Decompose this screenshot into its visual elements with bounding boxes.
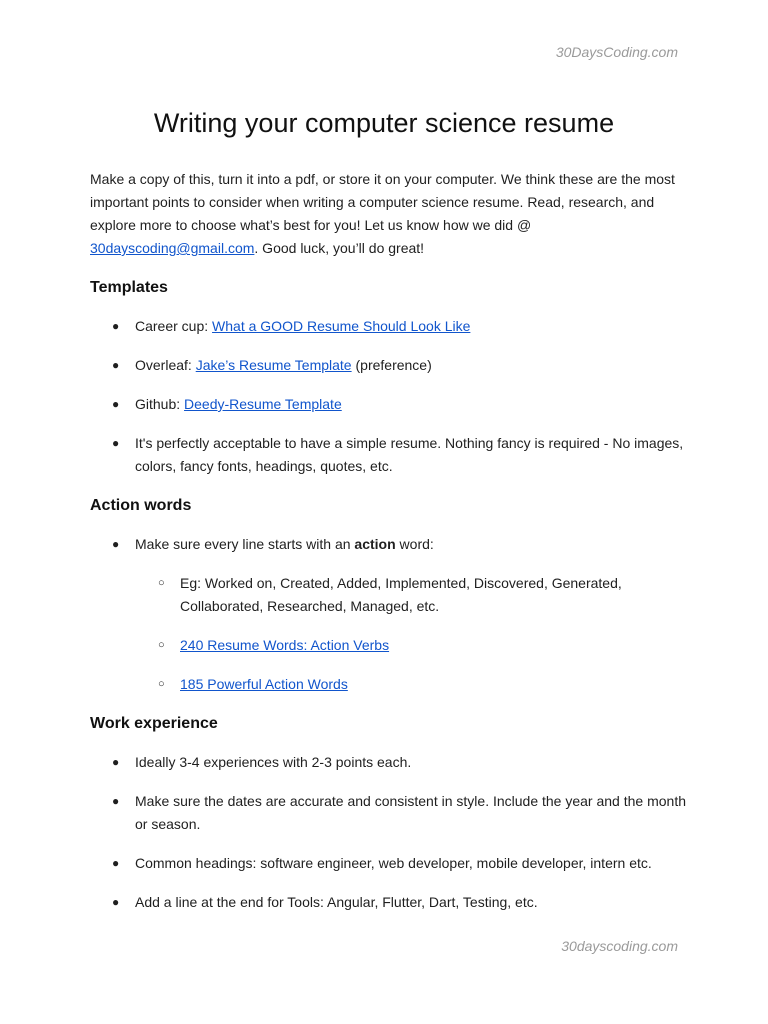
bullet-icon: ● (112, 436, 120, 450)
circle-bullet-icon: ○ (158, 577, 165, 589)
document-body (90, 168, 690, 914)
list-item (90, 533, 690, 556)
list-item (90, 315, 690, 338)
work-experience-heading: Work experience (90, 715, 218, 732)
list-item (90, 751, 690, 774)
item-text: word: (395, 536, 434, 552)
header-brand: 30DaysCoding.com (555, 44, 678, 60)
circle-bullet-icon: ○ (158, 639, 165, 651)
bold-text: action (354, 536, 396, 552)
sub-list-item (90, 673, 690, 696)
bullet-icon: ● (112, 358, 120, 372)
list-item (90, 354, 690, 377)
bullet-icon: ● (112, 319, 120, 333)
list-item (90, 790, 690, 836)
bullet-icon: ● (112, 397, 120, 411)
templates-list (90, 315, 690, 478)
action-words-heading: Action words (90, 497, 192, 514)
sub-list-item (90, 572, 690, 618)
list-item (90, 393, 690, 416)
careercup-link[interactable]: What a GOOD Resume Should Look Like (212, 318, 471, 334)
bullet-icon: ● (112, 794, 120, 808)
action-words-sublist (90, 572, 690, 696)
email-link[interactable]: 30dayscoding@gmail.com (90, 240, 255, 256)
circle-bullet-icon: ○ (158, 678, 165, 690)
item-text: It's perfectly acceptable to have a simple resume. Nothing fancy is required - No images, colors, fancy fonts, headings, quotes, etc. (135, 435, 684, 474)
item-text: Common headings: software engineer, web developer, mobile developer, intern etc. (135, 855, 652, 871)
bullet-icon: ● (112, 537, 120, 551)
page-title: Writing your computer science resume (153, 108, 615, 138)
item-text: Eg: Worked on, Created, Added, Implemented, Discovered, Generated, Collaborated, Researched, Managed, etc. (180, 575, 622, 614)
item-text: Make sure the dates are accurate and consistent in style. Include the year and the month or season. (135, 793, 686, 832)
bullet-icon: ● (112, 755, 120, 769)
bullet-icon: ● (112, 856, 120, 870)
overleaf-link[interactable]: Jake’s Resume Template (195, 357, 352, 373)
sub-list-item (90, 634, 690, 657)
intro-paragraph (90, 168, 690, 260)
item-text: Ideally 3-4 experiences with 2-3 points each. (135, 754, 412, 770)
github-link[interactable]: Deedy-Resume Template (184, 396, 342, 412)
intro-tail: . Good luck, you’ll do great! (254, 240, 425, 256)
item-suffix: (preference) (351, 357, 432, 373)
work-experience-list (90, 751, 690, 914)
bullet-icon: ● (112, 895, 120, 909)
item-text: Make sure every line starts with an (135, 536, 355, 552)
footer-brand: 30dayscoding.com (561, 938, 678, 954)
action-words-list (90, 533, 690, 556)
action-verbs-link[interactable]: 240 Resume Words: Action Verbs (180, 637, 390, 653)
list-item (90, 852, 690, 875)
item-label: Github: (135, 396, 185, 412)
item-text: Add a line at the end for Tools: Angular, Flutter, Dart, Testing, etc. (135, 894, 538, 910)
item-label: Overleaf: (135, 357, 196, 373)
list-item (90, 891, 690, 914)
intro-text: Make a copy of this, turn it into a pdf, or store it on your computer. We think these are the most important points to consider when writing a computer science resume. Read, research, and explore more to choose what’s best for you! Let us know how we did @ (90, 171, 675, 233)
list-item (90, 432, 690, 478)
templates-heading: Templates (90, 279, 168, 296)
item-label: Career cup: (135, 318, 213, 334)
powerful-words-link[interactable]: 185 Powerful Action Words (180, 676, 348, 692)
